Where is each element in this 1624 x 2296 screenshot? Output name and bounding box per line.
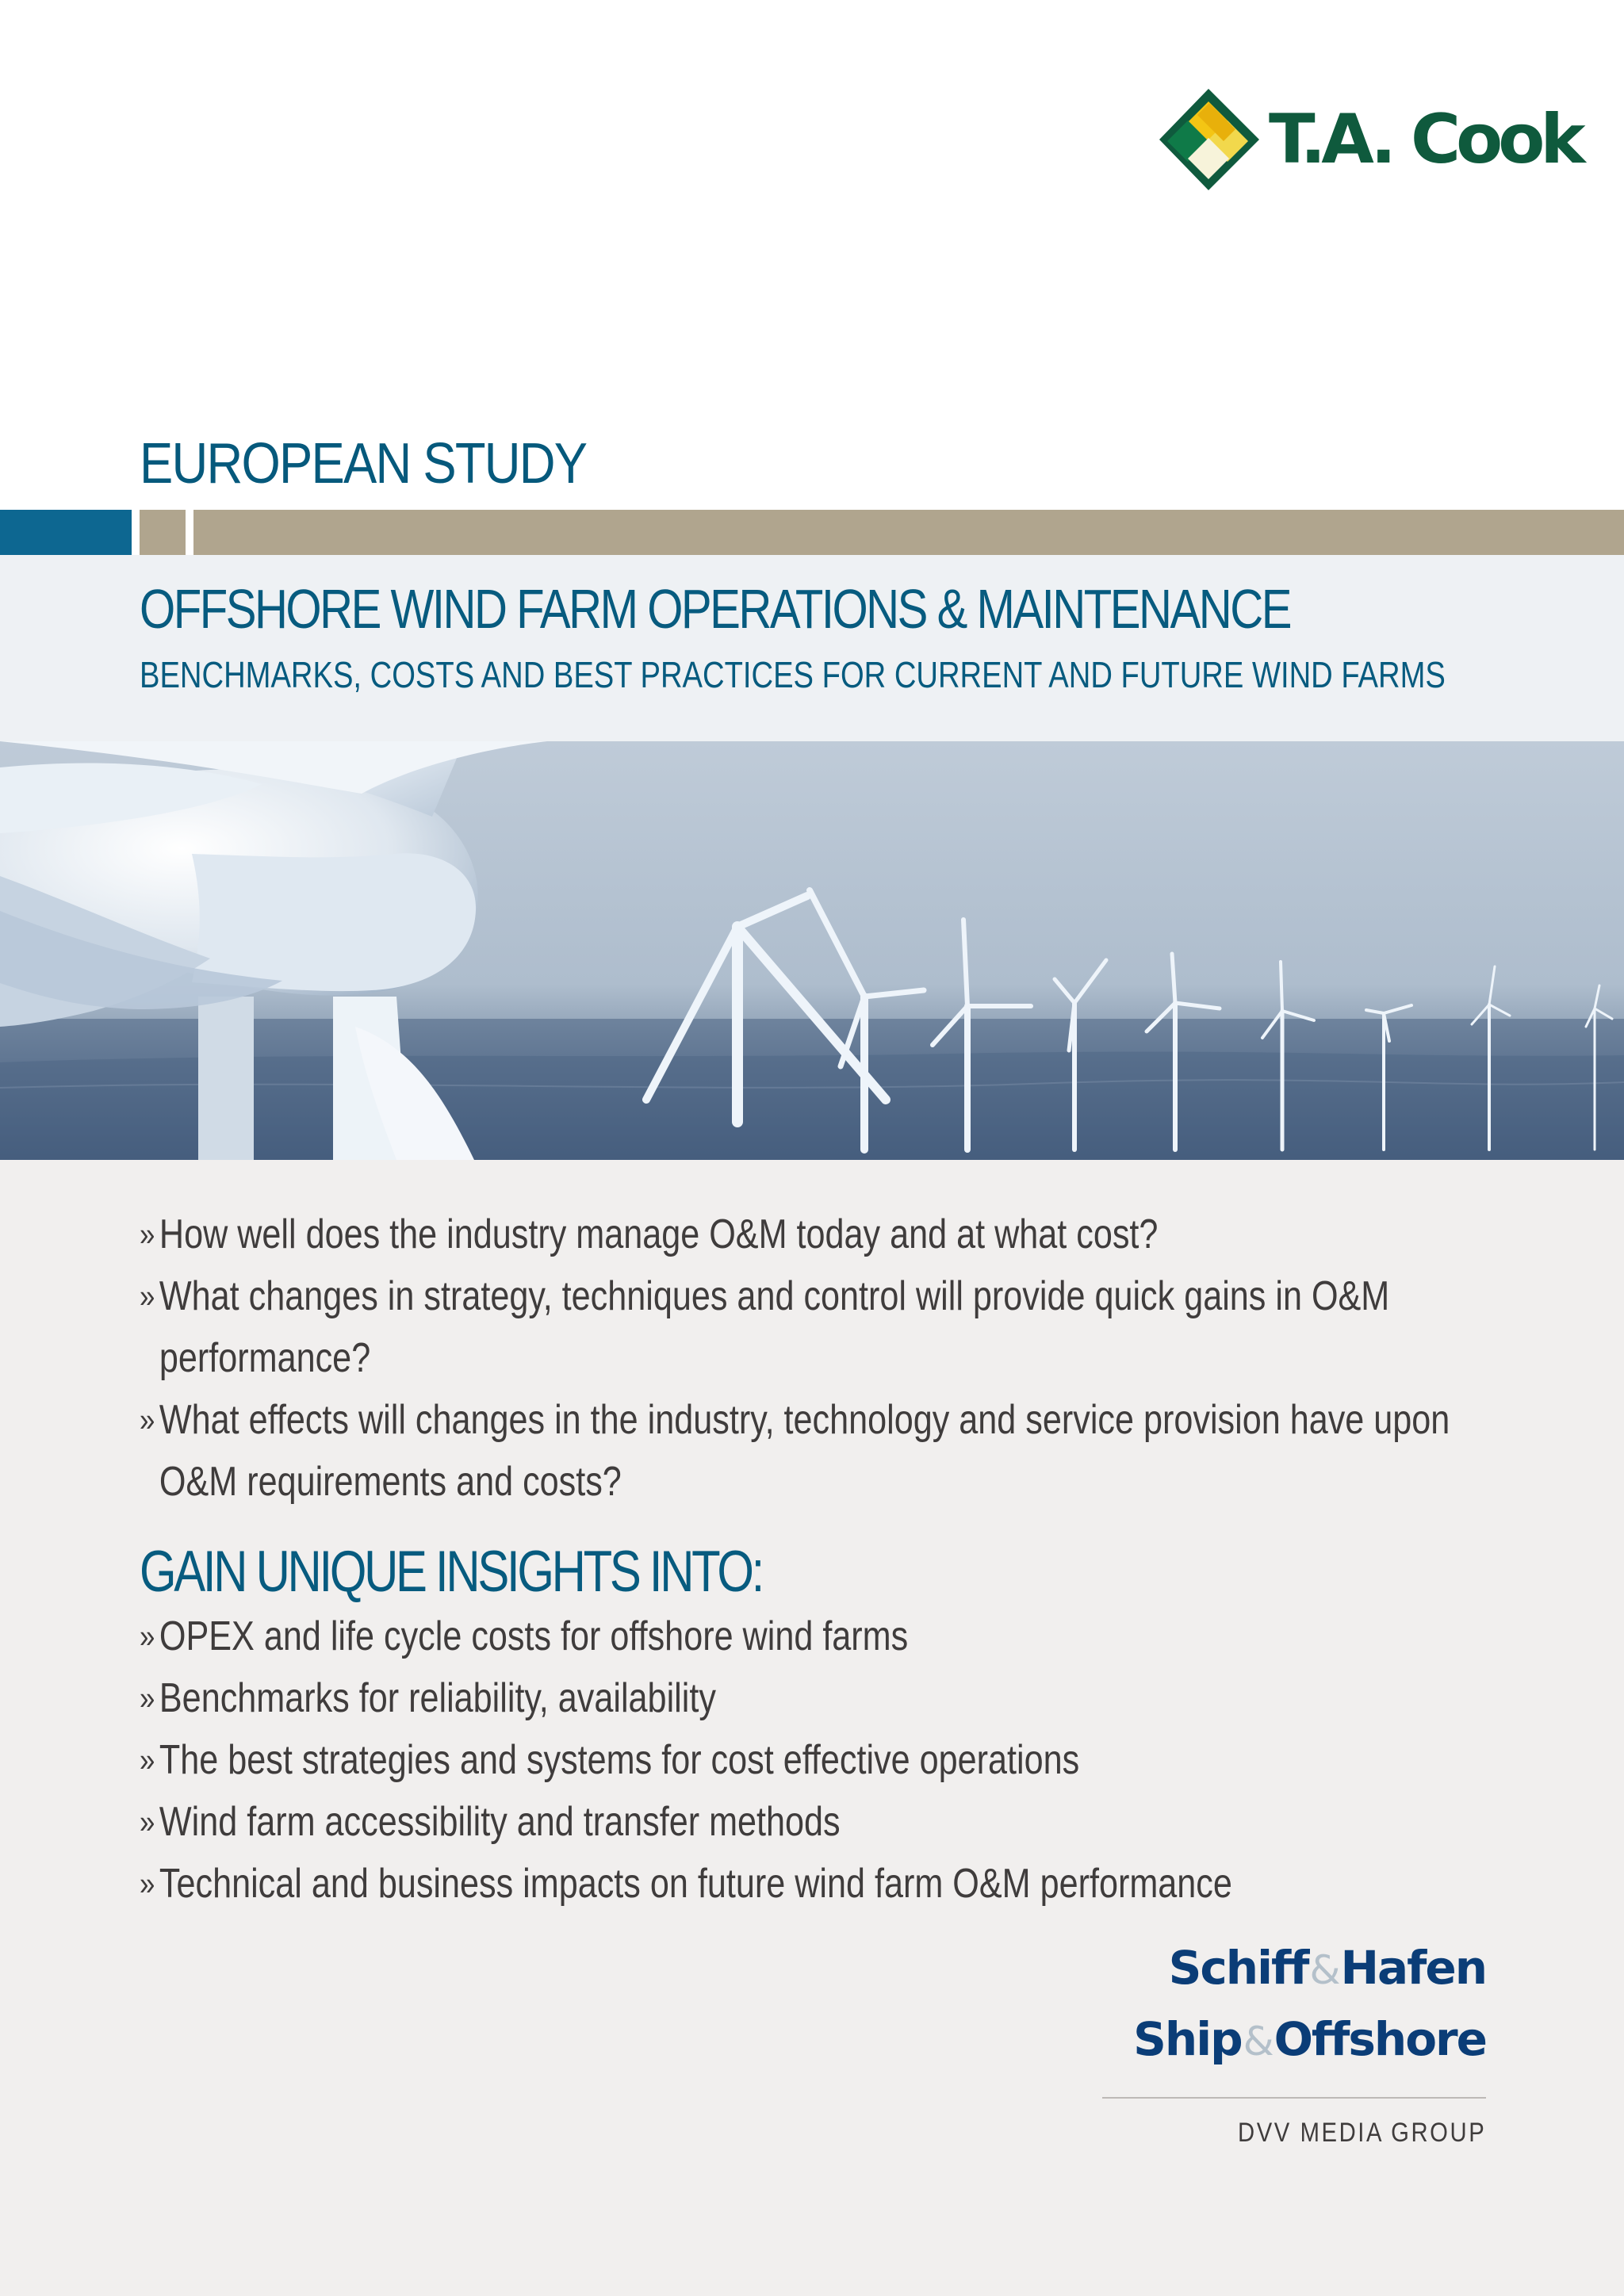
- document-subtitle: BENCHMARKS, COSTS AND BEST PRACTICES FOR CURRENT AND FUTURE WIND FARMS: [140, 654, 1446, 695]
- insight-item: [140, 1853, 1232, 1915]
- bullet-marker: »: [140, 1803, 155, 1840]
- insight-item: [140, 1729, 1232, 1791]
- question-text: What effects will changes in the industry, technology and service provision have upon O&M requirements and costs?: [159, 1397, 1450, 1505]
- ampersand: &: [1309, 1947, 1339, 1993]
- document-title: OFFSHORE WIND FARM OPERATIONS & MAINTENANCE: [140, 578, 1290, 640]
- insights-heading: GAIN UNIQUE INSIGHTS INTO:: [140, 1540, 763, 1604]
- question-item: [140, 1203, 1456, 1265]
- tan-divider-bar: [193, 510, 1624, 555]
- publisher-word: Schiff: [1168, 1941, 1308, 1995]
- question-text: How well does the industry manage O&M today and at what cost?: [159, 1211, 1159, 1257]
- publisher-word: Ship: [1133, 2012, 1242, 2066]
- question-item: [140, 1265, 1456, 1389]
- ta-cook-logo: [1159, 89, 1581, 190]
- ship-offshore-logo: [1133, 2008, 1486, 2072]
- media-group-label: DVV MEDIA GROUP: [1237, 2118, 1486, 2148]
- bullet-marker: »: [140, 1679, 155, 1716]
- insight-text: OPEX and life cycle costs for offshore wind farms: [159, 1613, 909, 1659]
- bullet-marker: »: [140, 1215, 155, 1253]
- ampersand: &: [1243, 2019, 1273, 2064]
- study-questions-list: [140, 1203, 1448, 1513]
- study-label: EUROPEAN STUDY: [140, 432, 587, 496]
- publisher-word: Hafen: [1340, 1941, 1486, 1995]
- bullet-marker: »: [140, 1401, 155, 1438]
- small-tan-accent-bar: [140, 510, 186, 555]
- offshore-wind-turbines-image: [0, 741, 1624, 1160]
- schiff-hafen-logo: [1169, 1937, 1486, 2001]
- blue-accent-bar: [0, 510, 132, 555]
- bullet-marker: »: [140, 1741, 155, 1778]
- brand-name: T.A. Cook: [1269, 100, 1581, 179]
- insight-text: Benchmarks for reliability, availability: [159, 1675, 716, 1721]
- publisher-logo-block: [1102, 1937, 1486, 2167]
- question-text: What changes in strategy, techniques and control will provide quick gains in O&M performance?: [159, 1273, 1390, 1381]
- insights-list: [140, 1605, 1456, 1915]
- diamond-logo-icon: [1159, 89, 1262, 190]
- publisher-divider: [1102, 2097, 1486, 2099]
- insight-item: [140, 1791, 1232, 1853]
- insight-item: [140, 1667, 1232, 1729]
- insight-text: Wind farm accessibility and transfer methods: [159, 1799, 841, 1845]
- question-item: [140, 1389, 1456, 1513]
- bullet-marker: »: [140, 1865, 155, 1902]
- publisher-word: Offshore: [1274, 2012, 1486, 2066]
- insight-text: The best strategies and systems for cost effective operations: [159, 1737, 1080, 1783]
- insight-text: Technical and business impacts on future wind farm O&M performance: [159, 1861, 1232, 1907]
- bullet-marker: »: [140, 1277, 155, 1314]
- insight-item: [140, 1605, 1232, 1667]
- bullet-marker: »: [140, 1617, 155, 1655]
